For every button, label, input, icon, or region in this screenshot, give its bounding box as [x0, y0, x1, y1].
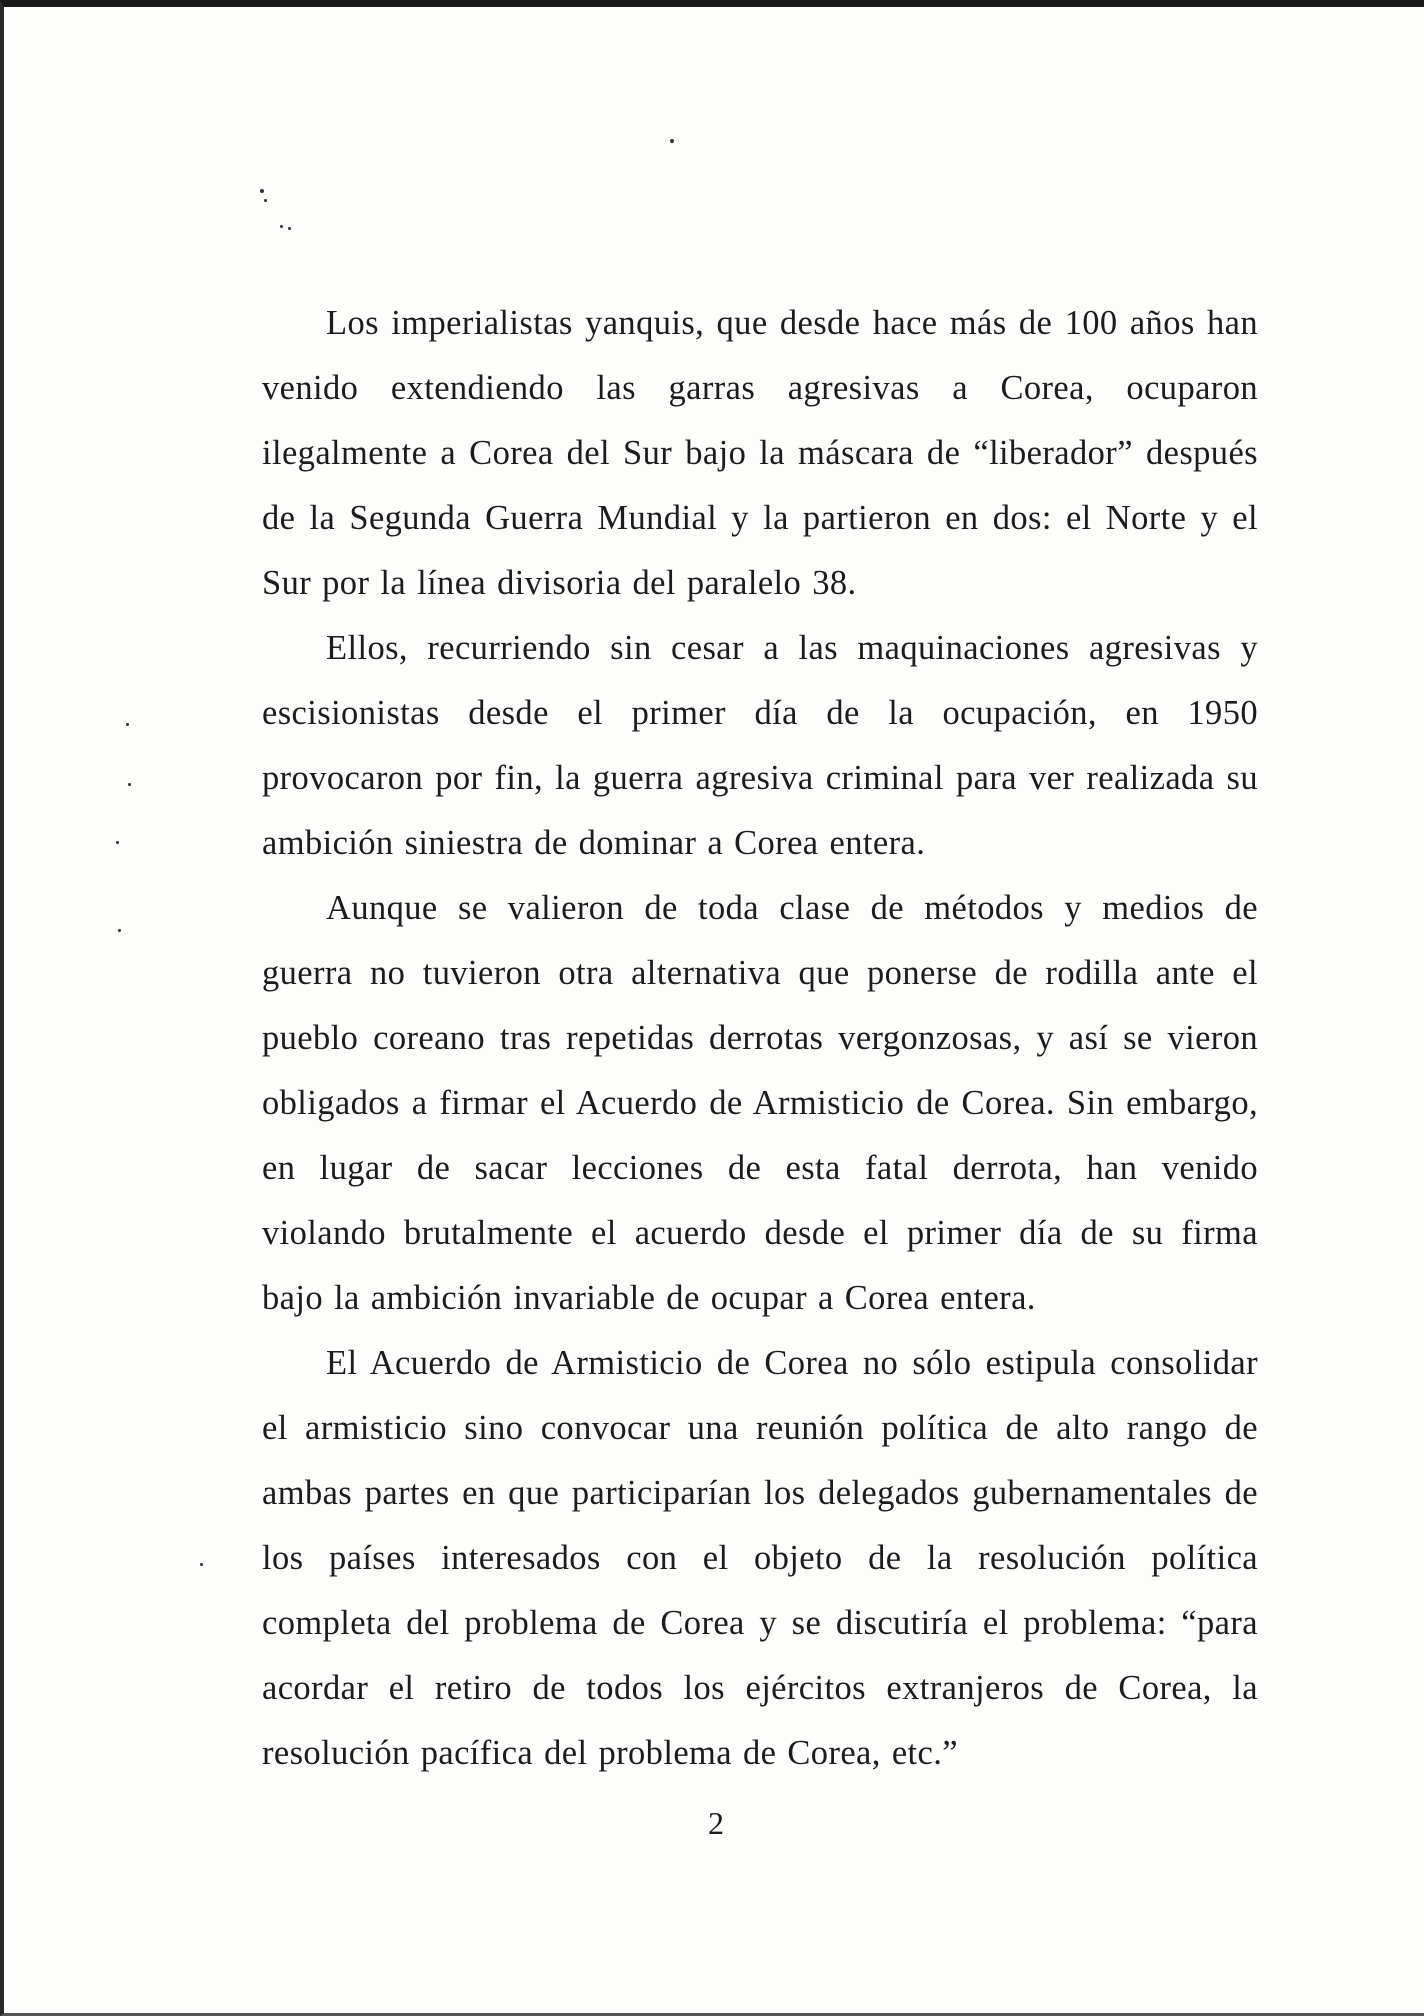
body-text [262, 291, 1258, 1786]
paragraph: Ellos, recurriendo sin cesar a las maquinaciones agresivas y escisionistas desde el primer día de la ocupación, en 1950 provocaron por fin, la guerra agresiva criminal para ver realizada su ambición siniestra de dominar a Corea entera. [262, 629, 1258, 862]
scan-speck [264, 199, 267, 202]
scan-speck [280, 225, 283, 228]
scan-speck [288, 227, 291, 230]
paragraph: El Acuerdo de Armisticio de Corea no sólo estipula consolidar el armisticio sino convocar una reunión política de alto rango de ambas partes en que participarían los delegados gubernamentales de los países interesados con el objeto de la resolución política completa del problema de Corea y se discutiría el problema: “para acordar el retiro de todos los ejércitos extranjeros de Corea, la resolución pacífica del problema de Corea, etc.” [262, 1344, 1258, 1772]
scan-speck [126, 723, 129, 726]
scan-speck [670, 139, 674, 143]
paragraph: Los imperialistas yanquis, que desde hace más de 100 años han venido extendiendo las garras agresivas a Corea, ocuparon ilegalmente a Corea del Sur bajo la máscara de “liberador” después de la Segunda Guerra Mundial y la partieron en dos: el Norte y el Sur por la línea divisoria del paralelo 38. [262, 304, 1258, 602]
scan-speck [116, 841, 119, 844]
scan-speck [118, 929, 121, 932]
scan-speck [128, 783, 131, 786]
scan-speck [200, 1563, 203, 1566]
scan-speck [260, 189, 264, 193]
paragraph: Aunque se valieron de toda clase de métodos y medios de guerra no tuvieron otra alternativa que ponerse de rodilla ante el pueblo coreano tras repetidas derrotas vergonzosas, y así se vieron obligados a firmar el Acuerdo de Armisticio de Corea. Sin embargo, en lugar de sacar lecciones de esta fatal derrota, han venido violando brutalmente el acuerdo desde el primer día de su firma bajo la ambición invariable de ocupar a Corea entera. [262, 889, 1258, 1317]
page-number: 2 [708, 1805, 724, 1841]
